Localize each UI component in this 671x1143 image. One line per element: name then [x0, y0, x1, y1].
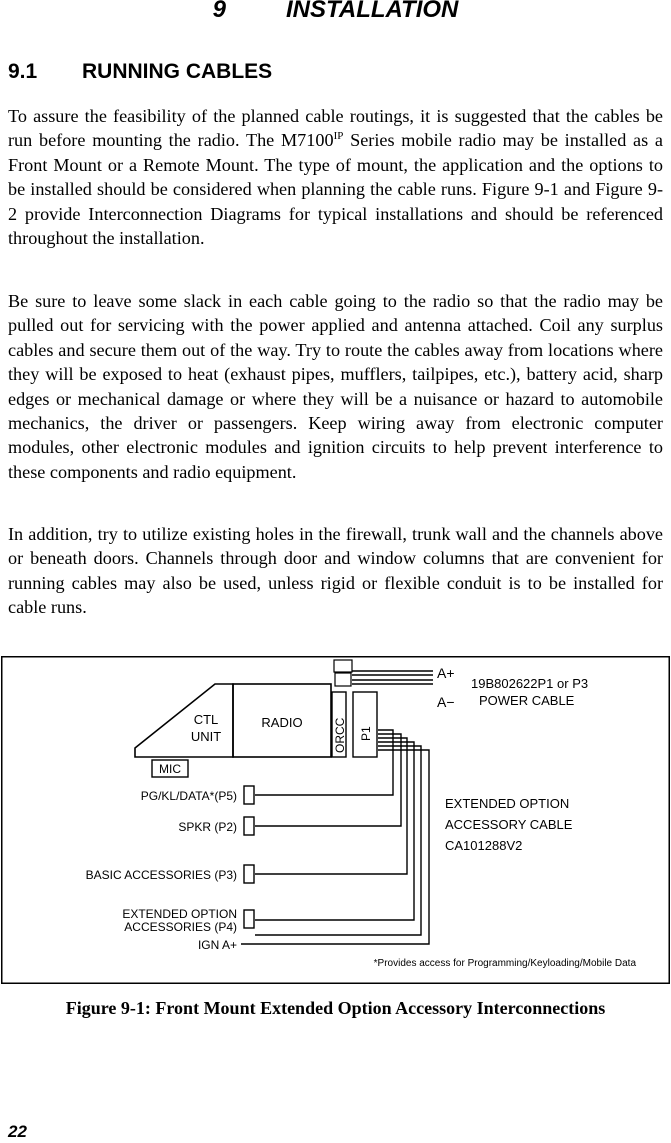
- p2-connector: [244, 817, 254, 835]
- extended-cable-part-number: CA101288V2: [445, 838, 523, 853]
- ctl-unit-shape: [135, 684, 233, 757]
- p1-connector: [353, 692, 377, 757]
- section-heading: [8, 60, 272, 84]
- ctl-label-line1: CTL: [193, 712, 219, 727]
- body-paragraph-2: [8, 289, 663, 490]
- a-minus-label: A−: [437, 694, 455, 710]
- chapter-heading: [0, 0, 671, 24]
- p3-connector: [244, 865, 254, 883]
- section-number: 9.1: [8, 60, 38, 83]
- a-plus-label: A+: [437, 665, 455, 681]
- extended-cable-label-line2: ACCESSORY CABLE: [445, 817, 573, 832]
- power-jack: [334, 660, 352, 672]
- p2-label: SPKR (P2): [178, 820, 237, 834]
- p5-label: PG/KL/DATA*(P5): [140, 789, 237, 803]
- p4-label-line1: EXTENDED OPTION: [122, 907, 237, 921]
- paragraph-1-text-a: To assure the feasibility of the planned cable routings, it is suggested that the cables be run before mounting the radio. The M7100: [8, 106, 663, 151]
- diagram-footnote: *Provides access for Programming/Keyloading/Mobile Data: [373, 958, 636, 969]
- paragraph-1-text-b: Series mobile radio may be installed as a Front Mount or a Remote Mount. The type of mount, the application and the options to be installed should be considered when planning the cable runs. Figure 9-1 and Figure 9-2 provide Interconnection Diagrams for typical installations and should be referenced throughout the installation.: [8, 130, 664, 249]
- orcc-label: ORCC: [333, 717, 347, 753]
- body-paragraph-3: [8, 522, 663, 626]
- paragraph-1-superscript: IP: [333, 130, 344, 143]
- mic-label: MIC: [159, 762, 181, 776]
- power-cable: [352, 671, 433, 684]
- p4-label-line2: ACCESSORIES (P4): [124, 920, 237, 934]
- power-jack-lower: [335, 673, 351, 686]
- ign-label: IGN A+: [197, 938, 237, 952]
- accessory-cable-bundle: [255, 730, 421, 935]
- p5-connector: [244, 786, 254, 804]
- figure-caption: Figure 9-1: Front Mount Extended Option Accessory Interconnections: [65, 998, 606, 1018]
- p4-connector: [244, 910, 254, 928]
- p3-label: BASIC ACCESSORIES (P3): [85, 868, 237, 882]
- chapter-title: INSTALLATION: [285, 0, 459, 23]
- power-cable-part-label: 19B802622P1 or P3: [471, 676, 589, 691]
- paragraph-2-text: Be sure to leave some slack in each cable going to the radio so that the radio may be pulled out for servicing with the power applied and antenna attached. Coil any surplus cables and secure them out of the way. Try to route the cables away from locations where they will be exposed to heat (exhaust pipes, mufflers, tailpipes, etc.), battery acid, sharp edges or mechanical damage or where they will be a nuisance or hazard to automobile mechanics, the driver or passengers. Keep wiring away from electronic computer modules, other electronic modules and ignition circuits to help prevent interference to these components and radio equipment.: [8, 291, 663, 482]
- power-cable-label: POWER CABLE: [479, 693, 575, 708]
- page-number: 22: [8, 1122, 27, 1141]
- section-title: RUNNING CABLES: [82, 60, 273, 83]
- body-paragraph-1: [8, 104, 663, 256]
- radio-label: RADIO: [261, 715, 303, 730]
- paragraph-3-text: In addition, try to utilize existing holes in the firewall, trunk wall and the channels above or beneath doors. Channels through door and window columns that are convenient for running cables may also be used, unless rigid or flexible conduit is to be installed for cable runs.: [8, 524, 663, 618]
- extended-cable-label-line1: EXTENDED OPTION: [445, 796, 570, 811]
- p1-label: P1: [359, 726, 373, 741]
- ctl-label-line2: UNIT: [190, 729, 222, 744]
- interconnection-diagram: [1, 656, 670, 984]
- chapter-number: 9: [212, 0, 226, 23]
